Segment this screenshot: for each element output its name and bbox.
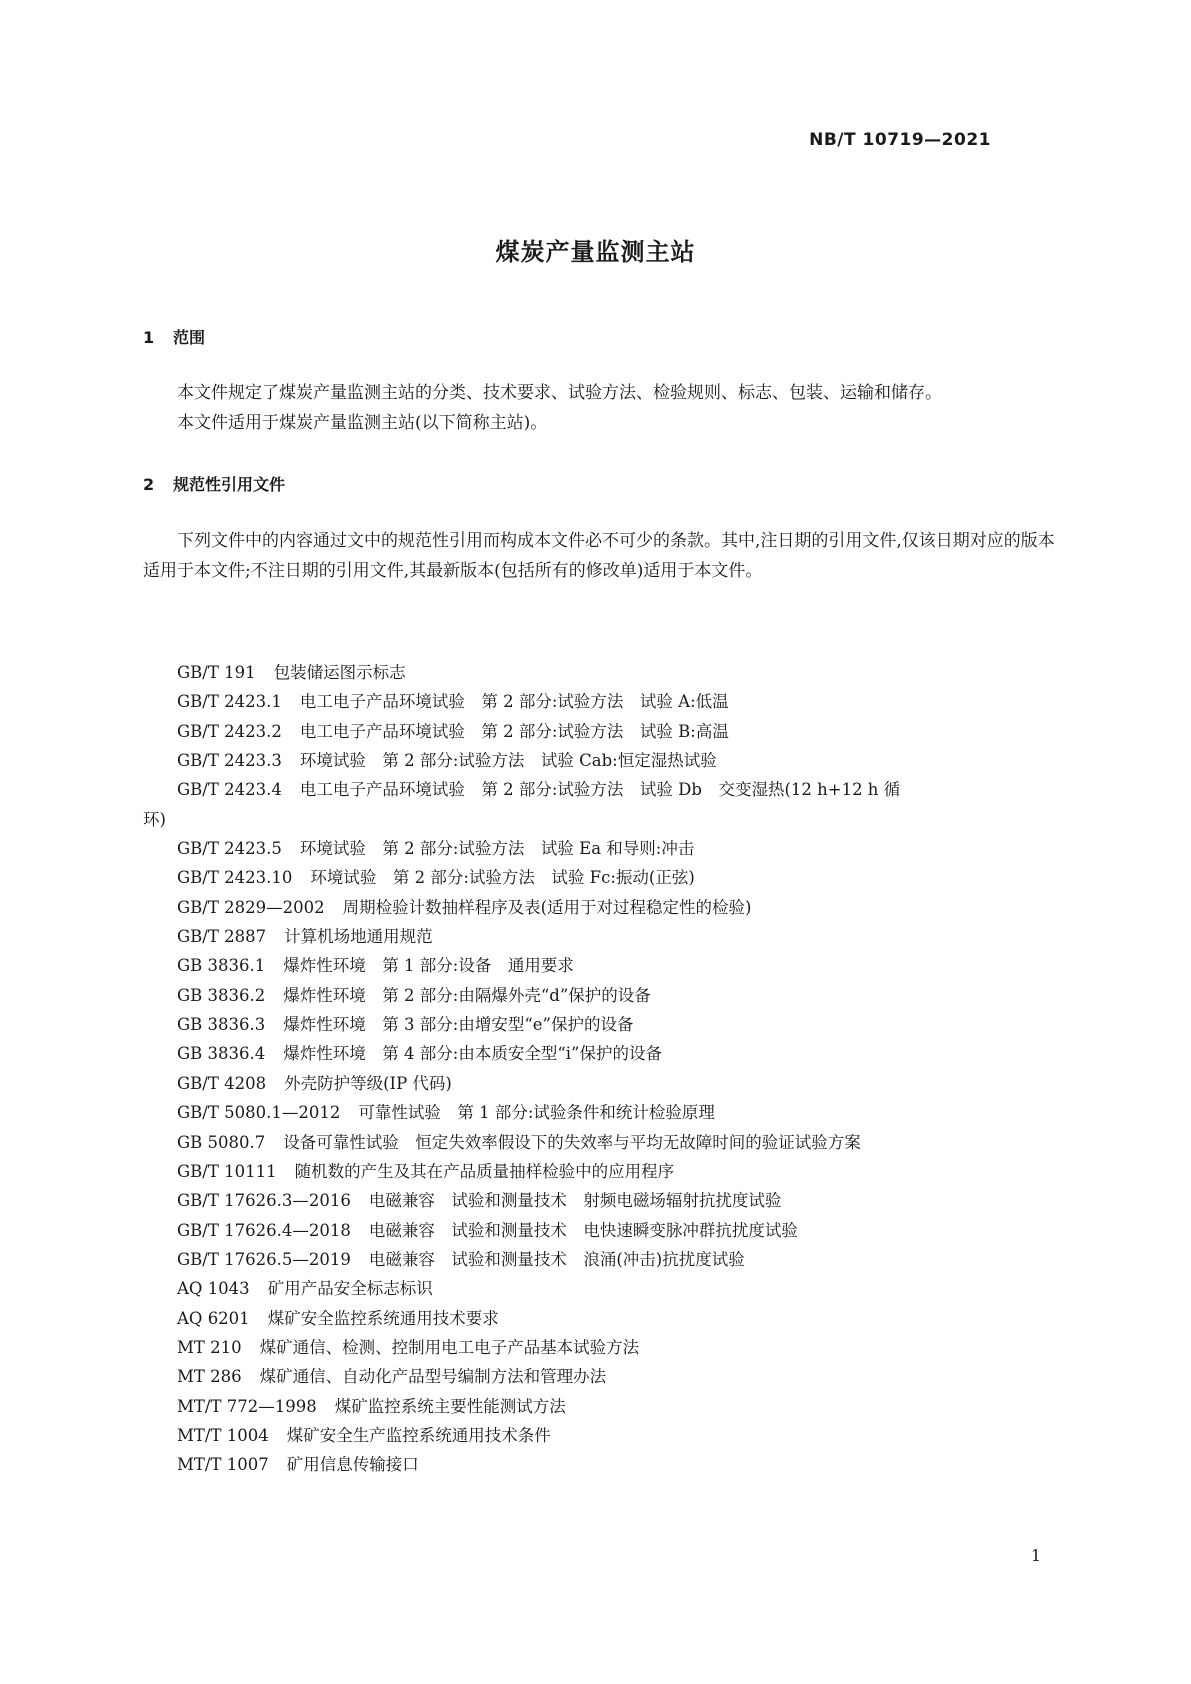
reference-title: 煤矿安全生产监控系统通用技术条件 [286,1425,551,1445]
reference-code: GB/T 2423.5 [177,839,282,859]
section-1-heading [143,325,205,348]
reference-title: 随机数的产生及其在产品质量抽样检验中的应用程序 [294,1161,675,1181]
normative-references-list [143,658,1067,1480]
reference-title: 可靠性试验 第 1 部分:试验条件和统计检验原理 [358,1103,715,1123]
section-1-title: 范围 [173,328,206,347]
reference-code: MT/T 1004 [177,1425,269,1445]
reference-code: GB/T 191 [177,663,256,682]
reference-item [177,1128,1067,1157]
reference-title: 矿用信息传输接口 [286,1455,419,1475]
reference-item-continuation [143,805,1067,834]
reference-item [177,746,1067,775]
section-1-paragraph-1-text: 本文件规定了煤炭产量监测主站的分类、技术要求、试验方法、检验规则、标志、包装、运输和储存。 [177,383,942,403]
section-2-title: 规范性引用文件 [173,475,286,494]
reference-title: 电磁兼容 试验和测量技术 电快速瞬变脉冲群抗扰度试验 [368,1220,798,1240]
reference-item [177,1010,1067,1039]
page-number: 1 [1030,1546,1041,1565]
document-title: 煤炭产量监测主站 [495,238,696,266]
reference-title: 煤矿通信、检测、控制用电工电子产品基本试验方法 [259,1337,640,1357]
reference-code: GB 3836.2 [177,985,266,1005]
reference-code: GB/T 2423.1 [177,692,282,712]
reference-code: GB/T 4208 [177,1073,267,1093]
reference-item [177,1157,1067,1186]
reference-title: 电磁兼容 试验和测量技术 浪涌(冲击)抗扰度试验 [368,1249,745,1269]
reference-item [177,893,1067,922]
section-1-paragraph-2-text: 本文件适用于煤炭产量监测主站(以下简称主站)。 [177,413,548,433]
reference-code: GB/T 2423.10 [177,868,293,888]
reference-title: 矿用产品安全标志标识 [267,1279,433,1299]
reference-code: GB 3836.3 [177,1015,266,1035]
reference-title: 环境试验 第 2 部分:试验方法 试验 Cab:恒定湿热试验 [299,751,717,771]
reference-title: 环境试验 第 2 部分:试验方法 试验 Fc:振动(正弦) [310,868,695,888]
reference-code: GB 3836.1 [177,956,266,976]
reference-title: 爆炸性环境 第 1 部分:设备 通用要求 [283,956,574,976]
reference-code: GB/T 17626.4—2018 [177,1220,351,1240]
reference-code: GB 5080.7 [177,1132,266,1152]
reference-code: GB/T 2423.3 [177,751,282,771]
reference-code: GB/T 17626.5—2019 [177,1249,351,1269]
reference-item [177,658,1067,687]
reference-item [177,1069,1067,1098]
reference-title: 设备可靠性试验 恒定失效率假设下的失效率与平均无故障时间的验证试验方案 [283,1132,861,1152]
reference-title: 爆炸性环境 第 4 部分:由本质安全型“i”保护的设备 [283,1044,662,1064]
reference-item [177,981,1067,1010]
reference-code: GB/T 2423.4 [177,780,282,800]
reference-code: GB/T 5080.1—2012 [177,1103,341,1123]
reference-title: 电磁兼容 试验和测量技术 射频电磁场辐射抗扰度试验 [368,1191,782,1211]
reference-item [177,1333,1067,1362]
reference-item [177,1304,1067,1333]
section-1-paragraph-2 [143,408,1063,438]
reference-item [177,1216,1067,1245]
reference-title: 周期检验计数抽样程序及表(适用于对过程稳定性的检验) [342,897,752,917]
reference-item [177,1392,1067,1421]
reference-code: MT 286 [177,1367,242,1387]
reference-item [177,922,1067,951]
reference-code: AQ 6201 [177,1308,250,1328]
reference-item [177,863,1067,892]
reference-item [177,1039,1067,1068]
reference-title: 煤矿安全监控系统通用技术要求 [267,1308,499,1328]
reference-code: AQ 1043 [177,1279,250,1299]
reference-title: 电工电子产品环境试验 第 2 部分:试验方法 试验 Db 交变湿热(12 h+12 h 循 [299,780,901,800]
reference-item [177,687,1067,716]
reference-item [177,1362,1067,1391]
reference-item [177,775,1067,804]
reference-code: MT/T 1007 [177,1455,269,1475]
reference-title: 计算机场地通用规范 [284,927,433,947]
section-1-number: 1 [143,328,155,347]
reference-item [177,1274,1067,1303]
reference-title: 电工电子产品环境试验 第 2 部分:试验方法 试验 B:高温 [299,721,729,741]
reference-title: 爆炸性环境 第 3 部分:由增安型“e”保护的设备 [283,1015,634,1035]
reference-title: 电工电子产品环境试验 第 2 部分:试验方法 试验 A:低温 [299,692,729,712]
reference-item [177,1098,1067,1127]
section-1-paragraph-1 [143,378,1063,408]
reference-title: 煤矿监控系统主要性能测试方法 [334,1396,566,1416]
reference-item [177,717,1067,746]
reference-title: 爆炸性环境 第 2 部分:由隔爆外壳“d”保护的设备 [283,985,651,1005]
reference-code: GB/T 10111 [177,1161,277,1181]
reference-title: 外壳防护等级(IP 代码) [284,1073,452,1093]
reference-title-continuation: 环) [143,809,166,829]
standard-number: NB/T 10719—2021 [809,130,991,150]
reference-title: 煤矿通信、自动化产品型号编制方法和管理办法 [259,1367,607,1387]
reference-title: 环境试验 第 2 部分:试验方法 试验 Ea 和导则:冲击 [299,839,695,859]
section-2-paragraph-1 [143,526,1063,586]
reference-code: GB/T 2829—2002 [177,897,325,917]
reference-code: MT/T 772—1998 [177,1396,317,1416]
reference-title: 包装储运图示标志 [273,663,406,682]
reference-code: GB/T 2887 [177,927,267,947]
reference-item [177,834,1067,863]
reference-code: GB 3836.4 [177,1044,266,1064]
reference-item [177,1245,1067,1274]
reference-code: GB/T 2423.2 [177,721,282,741]
section-2-heading [143,472,285,495]
reference-item [177,1450,1067,1479]
reference-code: GB/T 17626.3—2016 [177,1191,351,1211]
section-2-paragraph-1-text: 下列文件中的内容通过文中的规范性引用而构成本文件必不可少的条款。其中,注日期的引用文件,仅该日期对应的版本适用于本文件;不注日期的引用文件,其最新版本(包括所有的修改单)适用于本文件。 [143,531,1055,581]
reference-item [177,1421,1067,1450]
reference-item [177,951,1067,980]
reference-code: MT 210 [177,1337,242,1357]
reference-item [177,1186,1067,1215]
section-2-number: 2 [143,475,155,494]
